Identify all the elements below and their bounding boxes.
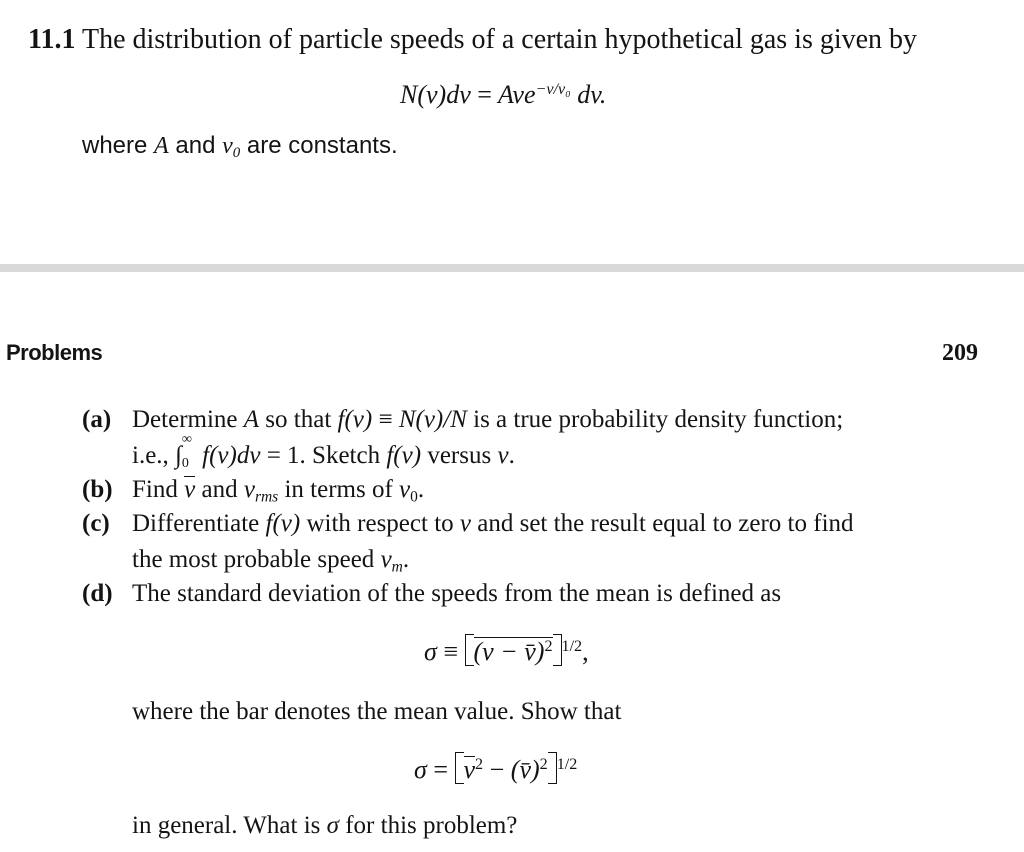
final-question-text: in general. What is <box>132 812 327 839</box>
final-question-end: for this problem? <box>338 812 518 839</box>
v-rms-symbol <box>243 476 279 506</box>
part-a-fv: f(v) <box>337 406 373 433</box>
sigma-definition-equation <box>424 634 589 667</box>
part-a-sketch-text: = 1. Sketch <box>260 442 387 469</box>
part-c-label: (c) <box>82 510 110 537</box>
part-c-line-1 <box>132 510 854 538</box>
equation-rhs-suffix: dv. <box>577 80 607 109</box>
page-separator <box>0 264 1024 272</box>
vm-symbol <box>380 546 403 576</box>
sigma-def-inner-text: (v − v̄) <box>473 637 545 666</box>
part-a-ie: i.e., <box>132 442 176 469</box>
sigma-def-outer-sup: 1/2 <box>561 638 583 656</box>
speed-distribution-equation <box>400 80 606 110</box>
part-b-text: Find <box>132 476 185 503</box>
v-rms-subscript: rms <box>254 488 279 506</box>
part-a-text-mid: so that <box>259 406 338 433</box>
sigma-general-eq: = <box>426 755 455 784</box>
sigma-def-end: , <box>582 637 589 666</box>
sigma-general-equation <box>414 752 577 785</box>
sigma-general-symbol: σ <box>414 755 427 784</box>
constant-v0 <box>222 133 241 162</box>
constant-v0-subscript: 0 <box>232 145 241 162</box>
part-a-v: v <box>497 442 509 469</box>
sigma-equiv: ≡ <box>436 637 465 666</box>
problem-statement <box>28 24 917 56</box>
part-c-v: v <box>459 510 471 537</box>
part-a-line-2 <box>132 432 515 471</box>
where-and: and <box>175 132 216 159</box>
mean-v-sup: 2 <box>539 756 548 774</box>
part-b-end: . <box>417 476 425 503</box>
vm-base: v <box>380 546 392 573</box>
part-b-line-1 <box>132 476 424 506</box>
part-b-label: (b) <box>82 476 113 503</box>
part-a-end: . <box>508 442 515 469</box>
sigma-general-outer-sup: 1/2 <box>556 756 578 774</box>
where-suffix: are constants. <box>246 132 398 159</box>
v0-base: v <box>399 476 411 503</box>
integral-sign: ∫ <box>175 442 182 469</box>
constant-a: A <box>154 133 169 159</box>
part-a-text-end: is a true probability density function; <box>466 406 844 433</box>
left-bracket <box>465 634 474 666</box>
v0-symbol <box>399 476 418 506</box>
part-a-label: (a) <box>82 406 112 433</box>
constant-v0-symbol: v <box>222 133 233 159</box>
part-c-line2-end: . <box>402 546 410 573</box>
integral-upper-limit: ∞ <box>181 432 192 447</box>
sigma-def-inner <box>474 637 553 665</box>
part-a-symbol-a: A <box>243 406 260 433</box>
mean-value-note: where the bar denotes the mean value. Show that <box>132 698 622 725</box>
part-c-line-2 <box>132 546 409 576</box>
part-a-equiv: ≡ <box>372 406 399 433</box>
final-question-sigma: σ <box>326 812 339 839</box>
part-a-text: Determine <box>132 406 244 433</box>
part-d-label: (d) <box>82 580 113 607</box>
v-bar-symbol: v <box>184 476 196 503</box>
left-bracket-2 <box>455 752 464 784</box>
v-squared-mean: v <box>463 755 476 784</box>
problem-statement-text: The distribution of particle speeds of a certain hypothetical gas is given by <box>81 24 918 55</box>
part-c-line2-text: the most probable speed <box>132 546 381 573</box>
sigma-symbol: σ <box>424 637 437 666</box>
part-b-and: and <box>195 476 244 503</box>
page-number: 209 <box>942 340 978 366</box>
part-a-sketch-fv: f(v) <box>386 442 422 469</box>
right-bracket-2 <box>548 752 557 784</box>
final-question <box>132 812 517 840</box>
vm-subscript: m <box>391 558 403 576</box>
constants-note <box>82 132 398 162</box>
part-c-mid: with respect to <box>300 510 460 537</box>
v-rms-base: v <box>243 476 255 503</box>
equation-rhs-prefix: Ave <box>497 80 536 109</box>
part-d-line-1: The standard deviation of the speeds from the mean is defined as <box>132 580 782 607</box>
equation-lhs: N(v)dv <box>400 80 471 109</box>
where-prefix: where <box>82 132 148 159</box>
right-bracket <box>553 634 562 666</box>
part-a-ratio: N(v)/N <box>398 406 467 433</box>
part-c-end: and set the result equal to zero to find <box>471 510 854 537</box>
integrand: f(v)dv <box>195 442 261 469</box>
v-squared-sup: 2 <box>475 756 484 774</box>
part-c-text: Differentiate <box>132 510 266 537</box>
part-b-in-terms: in terms of <box>278 476 400 503</box>
part-a-line-1 <box>132 406 843 434</box>
integral-lower-limit: 0 <box>181 456 189 471</box>
equation-exponent: −v/v₀ <box>535 81 571 99</box>
part-a-versus: versus <box>421 442 498 469</box>
problem-number: 11.1 <box>28 24 76 55</box>
equation-equals: = <box>477 80 492 109</box>
mean-v-term: (v̄) <box>510 755 540 784</box>
sigma-def-inner-sup: 2 <box>544 638 553 656</box>
part-c-fv: f(v) <box>265 510 301 537</box>
v0-subscript: 0 <box>410 488 418 506</box>
minus-sign: − <box>483 755 511 784</box>
running-head-title: Problems <box>6 340 103 365</box>
